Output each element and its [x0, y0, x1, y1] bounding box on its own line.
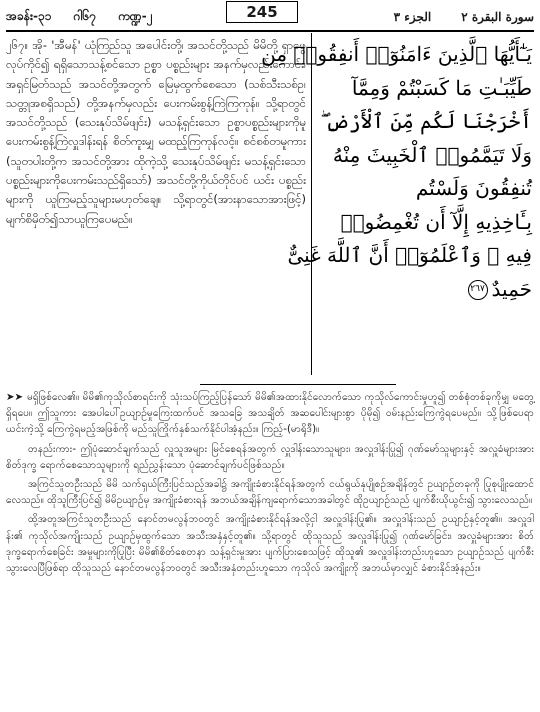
header-right — [394, 10, 534, 24]
column-divider — [311, 33, 312, 375]
footnote-paragraph: ထို့အတူအကြင်သူတဦးသည် နောင်တမလွန်ဘဝတွင် အကျိုးခံစားနိုင်ရန်အလို့ငှါ အလှူဒါန်းပြု၏။ အလှူဒါန်းသည် ဥယျာဉ်နှင့်တူ၏။ အလှူဒါန်း၏ ကုသိုလ်အကျိုးသည် ဥယျာဉ်မှထွက်သော အသီးအနှံနှင့်တူ၏။ သို့ရာတွင် ထိုသူသည် အလှူဒါန်းပြု၍ ဂုဏ်မော်ခြင်း၊ အလှူခံများအား စိတ်ဒုက္ခရောက်စေခြင်း အမှုများကိုပြုပြီး မိမိ၏စိတ်စေတနာ သန့်ရှင်းမှုအား ပျက်ပြားစေသဖြင့် ထိုသူ၏ အလှူဒါန်းတည်းဟူသော ဥယျာဉ်သည် ပျက်စီးသွားလေပြီဖြစ်ရာ ထိုသူသည် နောင်တမလွန်ဘဝတွင် အသီးအနှံတည်းဟူသော ကုသိုလ် အကျိုးကို အဘယ်မှာလျှင် ခံစားနိုင်အံ့နည်း။ — [6, 514, 534, 575]
footnote-divider — [200, 384, 396, 385]
header-left — [6, 8, 153, 26]
header-surah-arabic: سورة البقرة ٢ — [461, 10, 534, 24]
header-juz-burmese: ကဏ္ဍ-၂ — [117, 9, 153, 23]
page-number-box: 245 — [226, 1, 298, 23]
header-divider — [6, 30, 534, 32]
arabic-line-8-text: حَمِيدٌ — [491, 276, 532, 301]
arabic-line-7: فِيهِ ۚ وَٱعْلَمُوٓا۟ أَنَّ ٱللَّهَ غَنِىٌّ — [287, 243, 532, 267]
arabic-line-1: يَـٰٓأَيُّهَا ٱلَّذِينَ ءَامَنُوٓا۟ أَنفِقُوا۟ مِن — [261, 42, 532, 66]
translation-paragraph: ၂၆၇။ အို- 'အီမန်' ယုံကြည်သူ အပေါင်းတို့၊ အသင်တို့သည် မိမိတို့ ရှာဖွေလုပ်ကိုင်၍ ရရှိသောသန့်စင်သော ဥစ္စာ ပစ္စည်းများ အနက်မှလည်းကောင်း၊ အရှင်မြတ်သည် အသင်တို့အတွက် မြေမှထွက်စေသော (သစ်သီးသစ်ဥ၊ သတ္တုအစရှိသည်) တို့အနက်မှလည်း ပေးကမ်းစွန့်ကြဲကြကုန်။ သို့ရာတွင် အသင်တို့သည် (သေးနုပ်သိမ်ဖျင်း) မသန့်ရှင်းသော ဥစ္စာပစ္စည်းများကိုမူ ပေးကမ်းစွန့်ကြဲလှူဒါန်းရန် စိတ်ကူးမျှ မထည့်ကြကုန်လင့်။ စင်စစ်တမူကား (သူတပါးတို့က အသင်တို့အား ထိုကဲ့သို့ သေးနုပ်သိမ်ဖျင်း မသန့်ရှင်းသော ပစ္စည်းများကိုပေးကမ်းသည်ရှိသော်) အသင်တို့ကိုယ်တိုင်ပင် ယင်း ပစ္စည်းများကို ယူကြမည့်သူများမဟုတ်ချေ။ သို့ရာတွင်(အားနာသောအားဖြင့်) မျက်စိမှိတ်၍သာယူကြပေမည်။ — [6, 38, 306, 226]
footnotes-section — [6, 390, 534, 706]
footnote-paragraph: အကြင်သူတဦးသည် မိမိ သက်ရှယ်ကြီးပြင်သည့်အခါ၌ အကျိုးခံစားနိုင်ရန်အတွက် ငယ်ရွယ်နုပျိုစဉ်အချိန်တွင် ဥယျာဉ်တခုကို ပြုစုပျိုးထောင်လေသည်။ ထိုသူကြီးပြင်၍ မိမိဥယျာဉ်မှ အကျိုးခံစားရန် အဘယ်အချိန်ကျရောက်သောအခါတွင် ထိုဥယျာဉ်သည် ပျက်စီးယိုယွင်း၍ သွားလေသည်။ — [6, 479, 534, 507]
header-juz-arabic: الجزء ٣ — [393, 10, 432, 24]
double-arrow-icon: ➤➤ — [6, 392, 24, 403]
arabic-line-4: وَلَا تَيَمَّمُوا۟ ٱلْخَبِيثَ مِنْهُ — [332, 142, 532, 167]
ayah-number-marker: ٢٦٧ — [468, 280, 488, 300]
translation-column — [6, 36, 306, 376]
footnote-paragraph: တနည်းကား- ဤပုံဆောင်ချက်သည် လှူသူအများ မြင်စေရန်အတွက် လှူဒါန်းသောသူများ၊ အလှူဒါန်းပြု၍ ဂုဏ်မော်သူများနှင့် အလှူခံများအား စိတ်ဒုက္ခ ရောက်စေသောသူများကို ရည်ညွှန်းသော ပုံဆောင်ချက်ပင်ဖြစ်သည်။ — [6, 443, 534, 471]
footnote-text-1: မရှိဖြစ်လေ၏။ မိမိ၏ကုသိုလ်စာရင်းကို သုံးသပ်ကြည့်ပြန်သော် မိမိ၏အထားနိုင်လောက်သော ကုသိုလ်ကောင်းမှုဟူ၍ တစ်စုံတစ်ခုကိုမျှ မတွေ့ရှိရပေ။ ဤသူကား အေပါပေါ်ဥယျာဉ်မှုကြေးထက်ပင် အသခြေ အသချိတ် အဆပေါင်းများစွာ ပိုမို၍ ဝမ်းနည်းကြေကွဲရပေမည်။ သို့ဖြစ်ပေရာ ယင်းကဲ့သို့ ကြေကွဲရမည့်အဖြစ်ကို မည်သူကြိုက်နှစ်သက်နိုင်ပါအံ့နည်း။ ကြည့်-(မာရိုဒီ)။ — [6, 392, 534, 436]
header-verse-range: ဂါ၆၇ — [73, 9, 96, 23]
arabic-line-3: أَخْرَجْنَا لَكُم مِّنَ ٱلْأَرْضِ ۖ — [320, 109, 532, 133]
footnote-paragraph — [6, 390, 534, 439]
arabic-line-8 — [318, 273, 532, 307]
arabic-line-5: تُنفِقُونَ وَلَسْتُم — [415, 176, 532, 200]
arabic-line-2: طَيِّبَـٰتِ مَا كَسَبْتُمْ وَمِمَّآ — [351, 75, 532, 100]
arabic-column — [261, 38, 532, 374]
header-chapter: အခန်း-၃၁ — [6, 9, 52, 23]
arabic-line-6: بِـَٔاخِذِيهِ إِلَّآ أَن تُغْمِضُوا۟ — [340, 209, 532, 234]
